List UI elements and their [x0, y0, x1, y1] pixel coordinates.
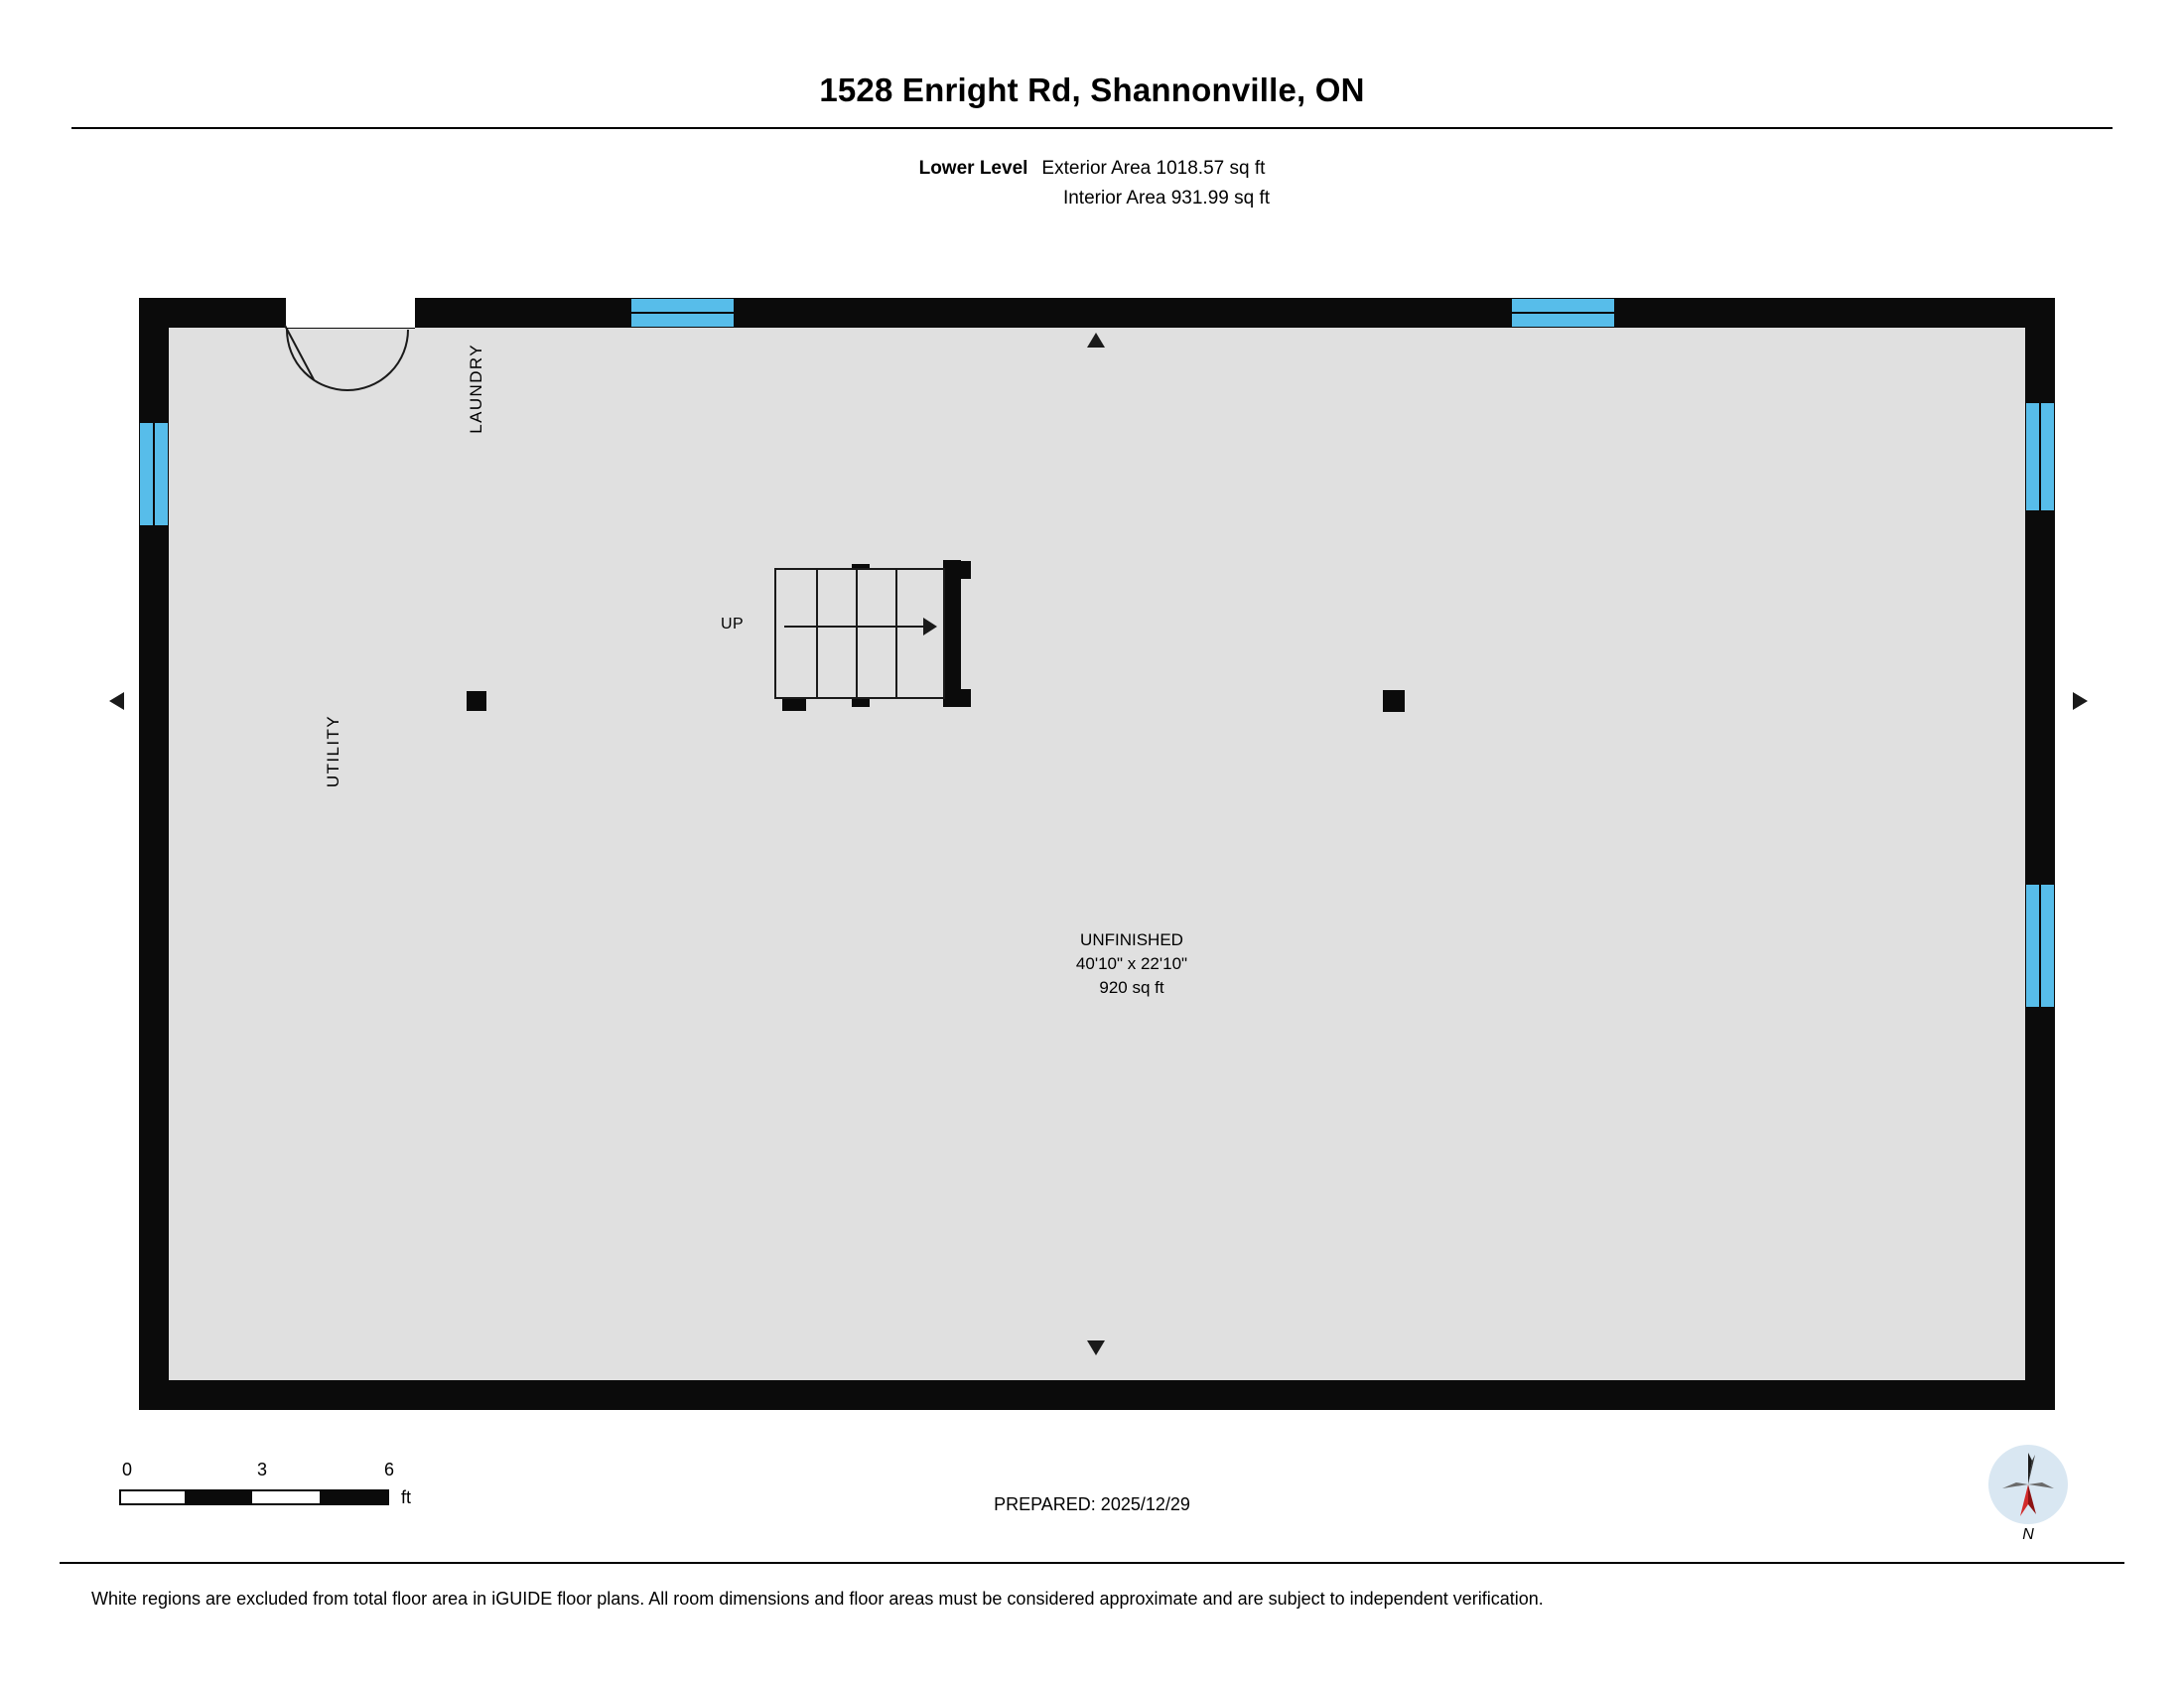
window-left	[139, 422, 169, 526]
title-divider	[71, 127, 2113, 129]
entry-door-swing-icon	[286, 328, 409, 391]
dimension-arrow-top	[1087, 333, 1105, 348]
window-right-lower	[2025, 884, 2055, 1008]
window-top-left	[630, 298, 735, 328]
window-pane	[1512, 312, 1614, 314]
room-name: UNFINISHED	[1080, 930, 1183, 949]
scale-unit-label: ft	[401, 1487, 412, 1507]
scale-ticks	[119, 1460, 417, 1483]
interior-area-text: Interior Area 931.99 sq ft	[1062, 188, 1271, 209]
disclaimer-text: White regions are excluded from total floor area in iGUIDE floor plans. All room dimensions and floor areas must be considered approximate and are subject to independent verification.	[91, 1589, 1544, 1609]
compass-needle-icon	[1980, 1445, 2090, 1534]
prepared-date: PREPARED: 2025/12/29	[994, 1494, 1190, 1514]
room-dimensions: 40'10" x 22'10"	[1075, 954, 1188, 973]
footer-divider	[60, 1562, 2124, 1564]
summary-row-exterior	[0, 154, 2184, 184]
floor-plan	[139, 298, 2055, 1410]
stair-tread	[856, 570, 858, 697]
stair-up-label: UP	[721, 616, 745, 633]
window-right-upper	[2025, 402, 2055, 511]
scale-tick-1: 3	[256, 1460, 268, 1479]
stair-tread	[816, 570, 818, 697]
label-utility: UTILITY	[324, 715, 342, 788]
plan-summary	[0, 154, 2184, 213]
staircase	[774, 568, 945, 699]
page-title: 1528 Enright Rd, Shannonville, ON	[819, 71, 1365, 108]
summary-row-interior	[0, 184, 2184, 213]
stair-direction-arrow-icon	[784, 626, 935, 628]
scale-tick-0: 0	[121, 1460, 133, 1479]
level-label: Lower Level	[918, 158, 1028, 179]
scale-tick-2: 6	[383, 1460, 395, 1479]
room-label-unfinished	[973, 928, 1291, 1000]
entry-door-opening	[286, 298, 415, 329]
support-post	[1383, 690, 1405, 712]
compass-north-label: N	[2022, 1526, 2034, 1543]
dimension-arrow-left	[109, 692, 124, 710]
dimension-arrow-bottom	[1087, 1340, 1105, 1355]
stair-wall	[943, 560, 961, 707]
window-pane	[2039, 403, 2041, 510]
window-pane	[153, 423, 155, 525]
window-top-right	[1511, 298, 1615, 328]
door-arc	[286, 268, 409, 391]
room-area: 920 sq ft	[1099, 978, 1164, 997]
window-pane	[631, 312, 734, 314]
stair-tread	[895, 570, 897, 697]
exterior-area-text: Exterior Area 1018.57 sq ft	[1041, 158, 1266, 179]
compass-rose-icon	[1980, 1445, 2090, 1554]
label-laundry: LAUNDRY	[467, 344, 485, 434]
floor-area-unfinished	[169, 328, 2025, 1380]
window-pane	[2039, 885, 2041, 1007]
dimension-arrow-right	[2073, 692, 2088, 710]
support-post	[467, 691, 486, 711]
